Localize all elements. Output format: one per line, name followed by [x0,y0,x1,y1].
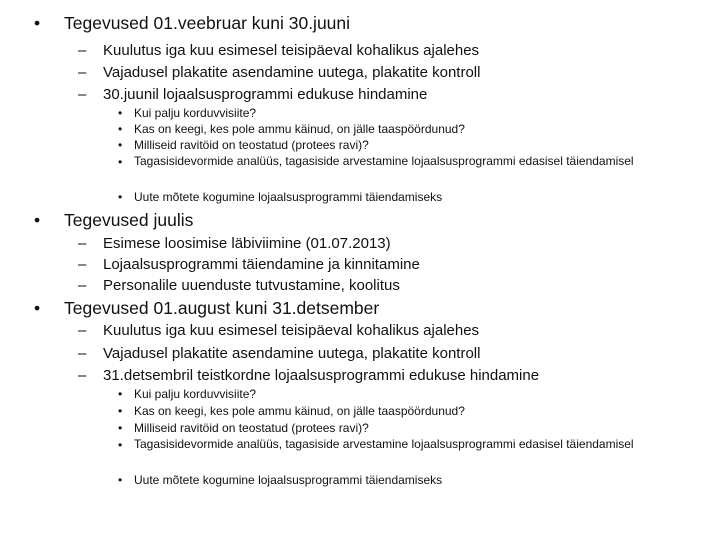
sub-list-item: Kui palju korduvvisiite? [134,106,257,120]
bullet-marker: • [34,210,41,230]
list-item: Personalile uuenduste tutvustamine, koolitus [103,277,400,294]
sub-list-item: Milliseid ravitöid on teostatud (protees ravi)? [134,138,369,152]
section-title: Tegevused 01.august kuni 31.detsember [64,298,380,318]
dash-marker: – [78,322,87,339]
dash-marker: – [78,86,87,103]
sub-list-item: Kas on keegi, kes pole ammu käinud, on jälle taaspöördunud? [134,404,465,418]
list-item: Kuulutus iga kuu esimesel teisipäeval kohalikus ajalehes [103,322,480,339]
list-item: Kuulutus iga kuu esimesel teisipäeval kohalikus ajalehes [103,42,480,59]
bullet-marker: • [118,122,123,136]
dash-marker: – [78,256,87,273]
sub-list-item: Tagasisidevormide analüüs, tagasiside arvestamine lojaalsusprogrammi edasisel täiendamisel [134,437,634,451]
bullet-marker: • [118,155,123,169]
sub-list-item: Tagasisidevormide analüüs, tagasiside arvestamine lojaalsusprogrammi edasisel täiendamisel [134,154,634,168]
bullet-marker: • [34,13,41,33]
sub-list-item: Milliseid ravitöid on teostatud (protees ravi)? [134,421,369,435]
dash-marker: – [78,235,87,252]
bullet-marker: • [118,190,123,204]
dash-marker: – [78,42,87,59]
sub-list-item: Uute mõtete kogumine lojaalsusprogrammi täiendamiseks [134,473,443,487]
list-item: Vajadusel plakatite asendamine uutega, plakatite kontroll [103,64,481,81]
bullet-marker: • [118,387,123,401]
list-item: 30.juunil lojaalsusprogrammi edukuse hindamine [103,86,428,103]
dash-marker: – [78,277,87,294]
bullet-marker: • [118,404,123,418]
dash-marker: – [78,367,87,384]
section-title: Tegevused juulis [64,210,194,230]
bullet-marker: • [118,438,123,452]
list-item: 31.detsembril teistkordne lojaalsusprogrammi edukuse hindamine [103,367,540,384]
sub-list-item: Kui palju korduvvisiite? [134,387,257,401]
bullet-marker: • [118,473,123,487]
bullet-marker: • [34,298,41,318]
list-item: Lojaalsusprogrammi täiendamine ja kinnitamine [103,256,420,273]
list-item: Esimese loosimise läbiviimine (01.07.2013) [103,235,391,252]
bullet-marker: • [118,106,123,120]
section-title: Tegevused 01.veebruar kuni 30.juuni [64,13,351,33]
bullet-marker: • [118,138,123,152]
sub-list-item: Uute mõtete kogumine lojaalsusprogrammi täiendamiseks [134,190,443,204]
list-item: Vajadusel plakatite asendamine uutega, plakatite kontroll [103,345,481,362]
dash-marker: – [78,345,87,362]
dash-marker: – [78,64,87,81]
sub-list-item: Kas on keegi, kes pole ammu käinud, on jälle taaspöördunud? [134,122,465,136]
bullet-marker: • [118,421,123,435]
